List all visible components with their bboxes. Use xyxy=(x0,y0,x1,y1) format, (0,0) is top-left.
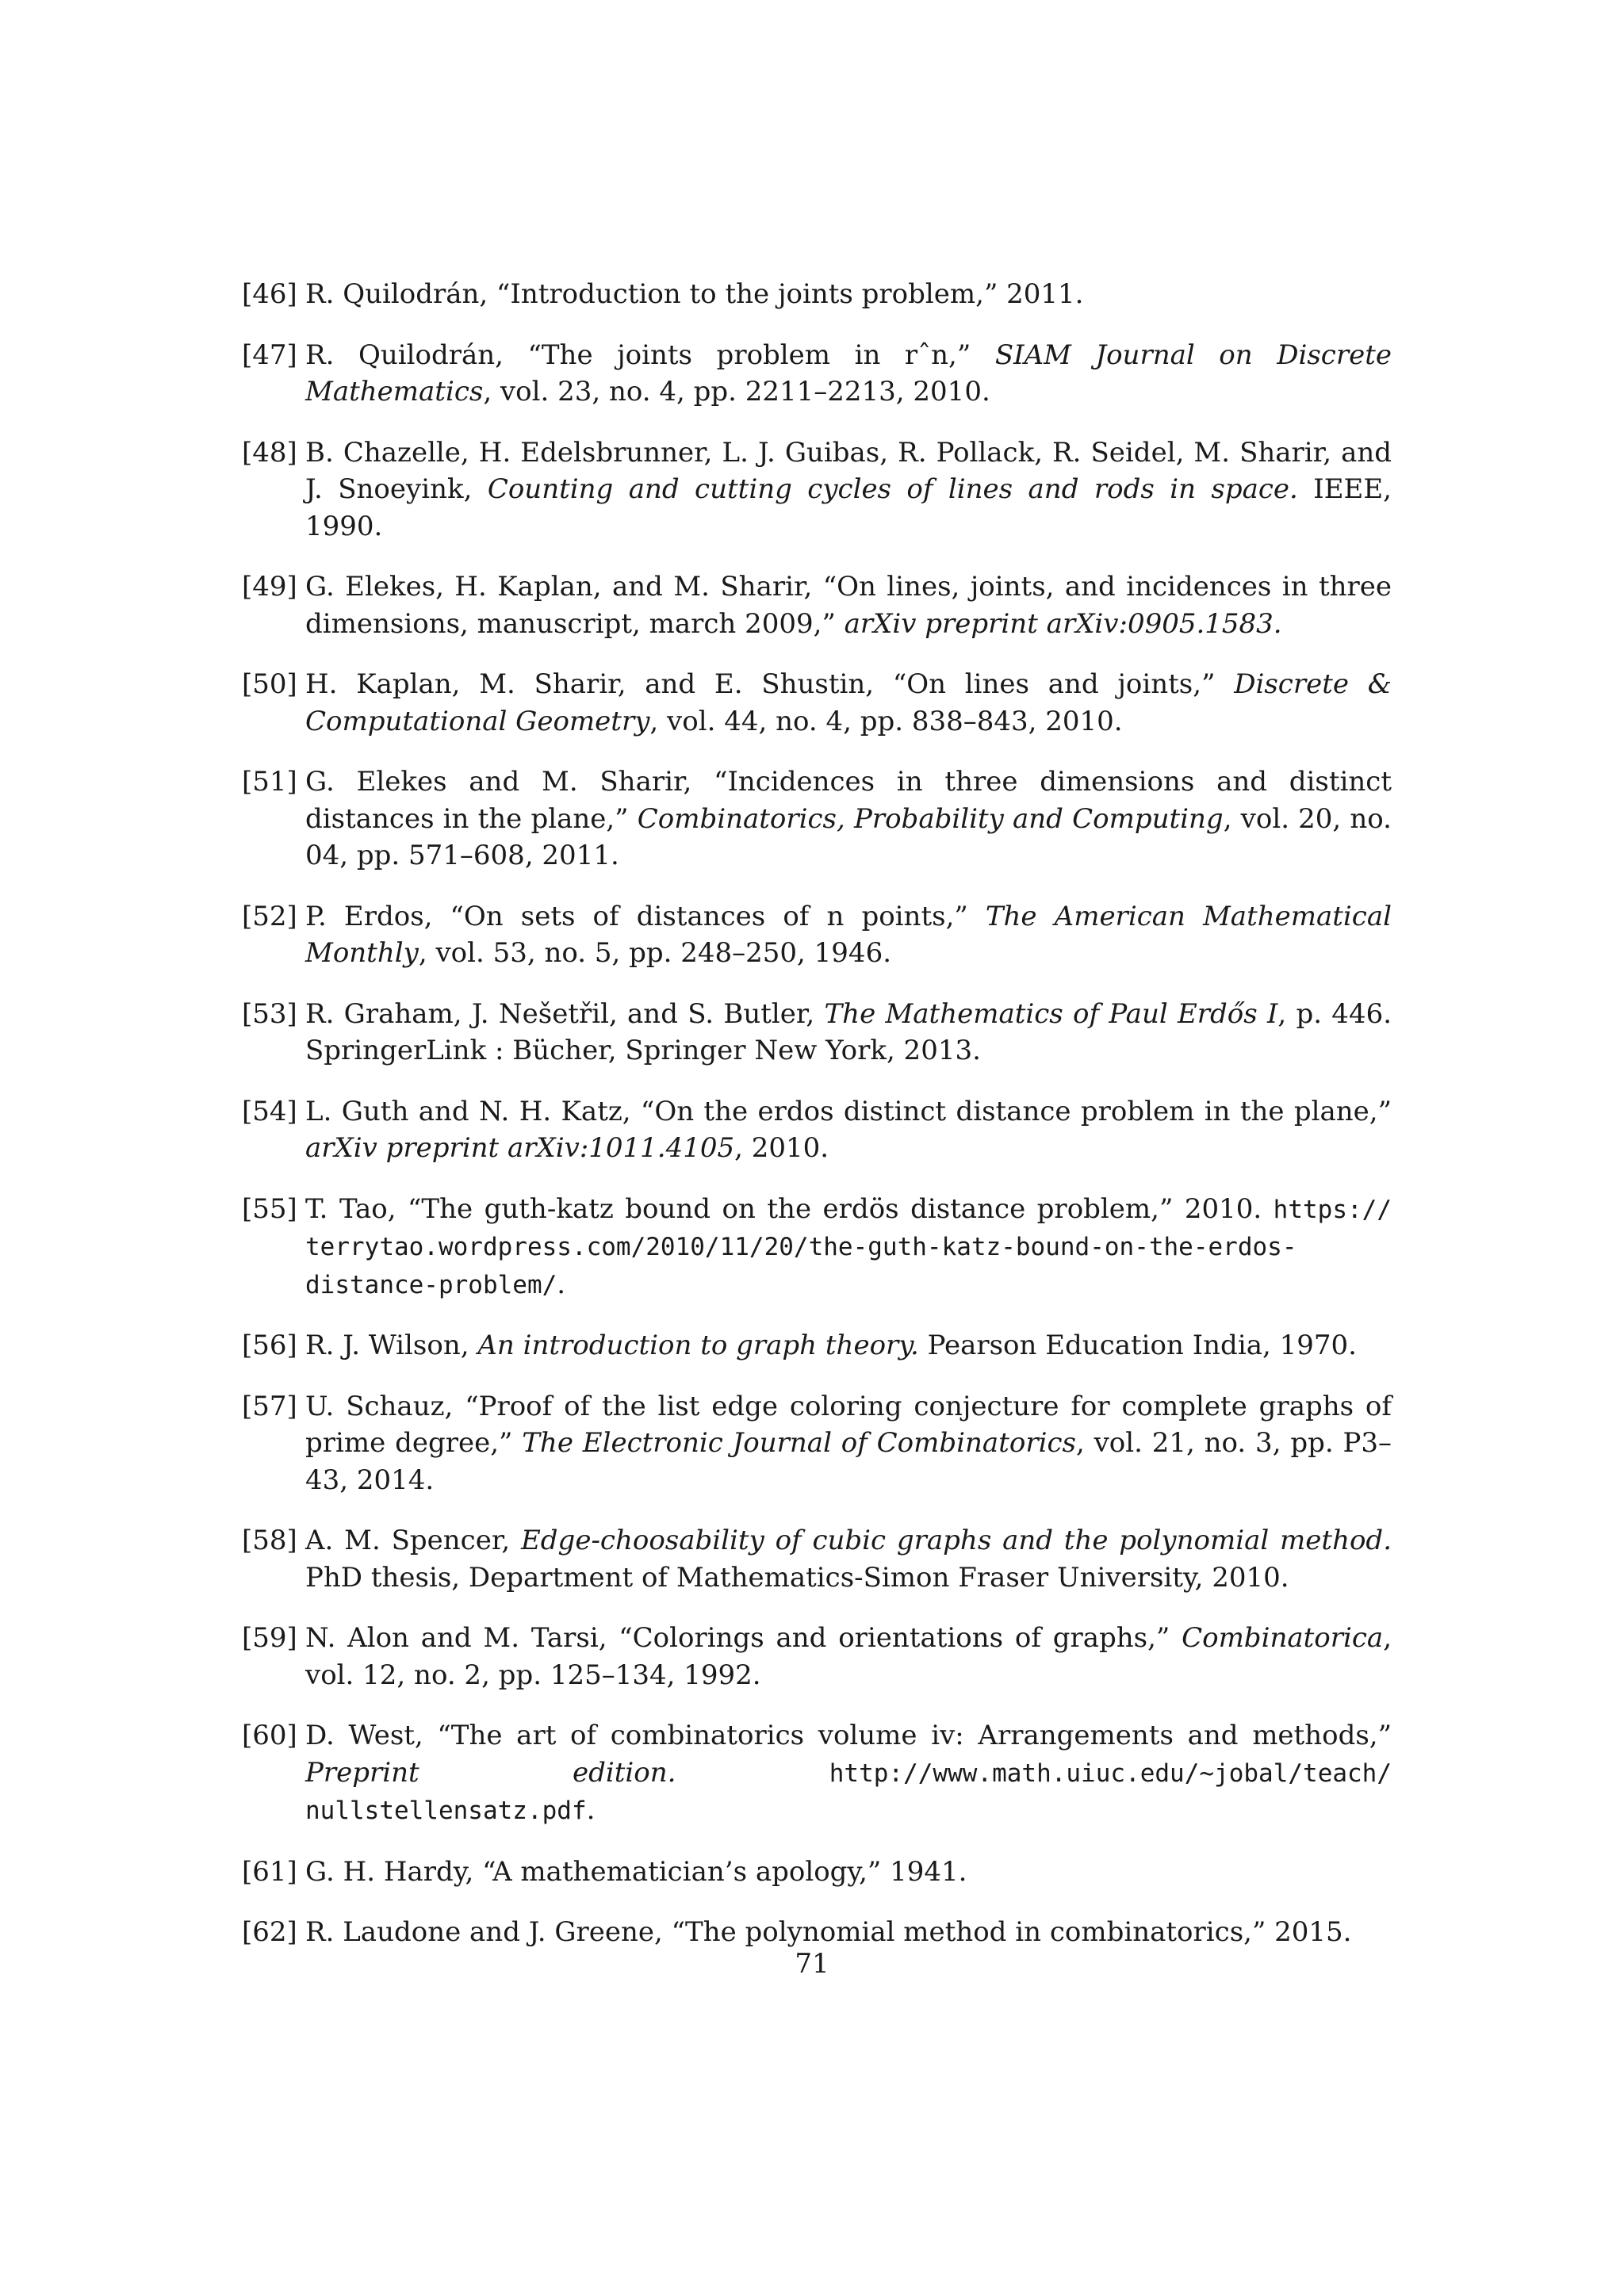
reference-text-segment: N. Alon and M. Tarsi, “Colorings and orientations of graphs,” xyxy=(305,1622,1182,1654)
reference-text xyxy=(305,1093,1392,1167)
reference-number: [47] xyxy=(242,339,297,371)
reference-title-italic: Discrete & Computational Geometry xyxy=(305,668,1392,737)
reference-title-italic: SIAM Journal on Discrete Mathematics xyxy=(305,339,1392,408)
reference-text xyxy=(305,1620,1392,1693)
reference-text-segment: . xyxy=(586,1794,596,1826)
reference-number: [48] xyxy=(242,436,297,469)
reference-number: [50] xyxy=(242,668,297,700)
reference-text-segment: R. Quilodrán, “The joints problem in rˆn,” xyxy=(305,339,995,371)
reference-text-segment: G. Elekes and M. Sharir, “Incidences in three dimensions and distinct distances in the plane,” xyxy=(305,766,1392,835)
reference-number: [61] xyxy=(242,1855,297,1888)
reference-text xyxy=(305,1522,1392,1596)
reference-item xyxy=(242,763,1392,874)
reference-text-segment: R. Graham, J. Nešetřil, and S. Butler, xyxy=(305,997,825,1030)
reference-text-segment: G. Elekes, H. Kaplan, and M. Sharir, “On lines, joints, and incidences in three dimensions, manuscript, march 2009,” xyxy=(305,571,1392,640)
reference-text xyxy=(305,1717,1392,1830)
reference-number: [46] xyxy=(242,278,297,310)
reference-number: [55] xyxy=(242,1192,297,1225)
reference-text-segment: U. Schauz, “Proof of the list edge coloring conjecture for complete graphs of prime degree,” xyxy=(305,1390,1392,1459)
reference-item xyxy=(242,898,1392,972)
reference-text-segment: G. H. Hardy, “A mathematician’s apology,” 1941. xyxy=(305,1855,967,1888)
reference-text-segment: H. Kaplan, M. Sharir, and E. Shustin, “On lines and joints,” xyxy=(305,668,1235,700)
reference-text-segment: R. Laudone and J. Greene, “The polynomial method in combinatorics,” 2015. xyxy=(305,1916,1352,1948)
reference-text xyxy=(305,898,1392,972)
reference-text-segment: , vol. 20, no. 04, pp. 571–608, 2011. xyxy=(305,802,1392,871)
reference-text xyxy=(305,996,1392,1070)
reference-text-segment: , vol. 21, no. 3, pp. P3–43, 2014. xyxy=(305,1427,1392,1496)
reference-text xyxy=(305,1388,1392,1499)
reference-title-italic: The Mathematics of Paul Erdős I xyxy=(824,997,1278,1030)
reference-title-italic: An introduction to graph theory. xyxy=(477,1330,919,1361)
reference-number: [58] xyxy=(242,1525,297,1556)
reference-text-segment: , vol. 23, no. 4, pp. 2211–2213, 2010. xyxy=(483,376,990,408)
reference-text xyxy=(305,337,1392,411)
reference-text-segment: . xyxy=(557,1268,566,1300)
reference-title-italic: Preprint edition. xyxy=(305,1756,676,1789)
reference-text-segment: T. Tao, “The guth-katz bound on the erdös distance problem,” 2010. xyxy=(305,1192,1274,1225)
reference-text xyxy=(305,1191,1392,1304)
reference-text-segment: P. Erdos, “On sets of distances of n points,” xyxy=(305,900,986,932)
reference-item xyxy=(242,1620,1392,1693)
reference-item xyxy=(242,996,1392,1070)
reference-text xyxy=(305,1854,1392,1891)
reference-item xyxy=(242,1522,1392,1596)
reference-title-italic: arXiv preprint arXiv:0905.1583. xyxy=(844,607,1282,640)
reference-item xyxy=(242,434,1392,545)
reference-url-link[interactable]: https://terrytao.wordpress.com/2010/11/20/the-guth-katz-bound-on-the-erdos-distance-problem/ xyxy=(305,1195,1392,1299)
reference-item xyxy=(242,568,1392,642)
reference-text xyxy=(305,568,1392,642)
reference-text xyxy=(305,763,1392,874)
reference-number: [53] xyxy=(242,997,297,1030)
reference-number: [60] xyxy=(242,1720,297,1751)
reference-item xyxy=(242,1717,1392,1830)
reference-text xyxy=(305,1327,1392,1364)
reference-number: [49] xyxy=(242,571,297,603)
reference-text-segment: PhD thesis, Department of Mathematics-Simon Fraser University, 2010. xyxy=(305,1561,1289,1594)
reference-text xyxy=(305,434,1392,545)
reference-title-italic: The American Mathematical Monthly xyxy=(305,900,1392,969)
reference-item xyxy=(242,1854,1392,1891)
reference-text-segment: B. Chazelle, H. Edelsbrunner, L. J. Guibas, R. Pollack, R. Seidel, M. Sharir, and J. Snoeyink, xyxy=(305,436,1392,505)
reference-title-italic: The Electronic Journal of Combinatorics xyxy=(522,1427,1076,1459)
reference-item xyxy=(242,666,1392,740)
page-number: 71 xyxy=(795,1948,829,1980)
reference-text-segment: , vol. 53, no. 5, pp. 248–250, 1946. xyxy=(418,937,892,969)
reference-title-italic: Edge-choosability of cubic graphs and the polynomial method. xyxy=(520,1525,1392,1556)
reference-text-segment: , 2010. xyxy=(734,1132,829,1164)
reference-text-segment: IEEE, 1990. xyxy=(305,473,1392,542)
reference-text-segment: Pearson Education India, 1970. xyxy=(918,1330,1357,1361)
reference-number: [52] xyxy=(242,900,297,932)
reference-number: [54] xyxy=(242,1095,297,1127)
reference-text-segment: L. Guth and N. H. Katz, “On the erdos distinct distance problem in the plane,” xyxy=(305,1095,1392,1127)
reference-text-segment xyxy=(676,1757,829,1789)
reference-number: [51] xyxy=(242,766,297,798)
reference-number: [59] xyxy=(242,1622,297,1654)
reference-number: [62] xyxy=(242,1916,297,1948)
reference-text-segment: , p. 446. SpringerLink : Bücher, Springer New York, 2013. xyxy=(305,997,1392,1066)
reference-number: [56] xyxy=(242,1330,297,1361)
reference-item xyxy=(242,1191,1392,1304)
reference-text-segment: , vol. 44, no. 4, pp. 838–843, 2010. xyxy=(649,705,1123,737)
reference-title-italic: Combinatorics, Probability and Computing xyxy=(637,802,1224,835)
reference-title-italic: Counting and cutting cycles of lines and rods in space. xyxy=(487,473,1298,505)
reference-text xyxy=(305,276,1392,313)
reference-text xyxy=(305,666,1392,740)
reference-item xyxy=(242,1327,1392,1364)
reference-text-segment: D. West, “The art of combinatorics volume iv: Arrangements and methods,” xyxy=(305,1720,1392,1751)
reference-item xyxy=(242,276,1392,313)
reference-text-segment: , vol. 12, no. 2, pp. 125–134, 1992. xyxy=(305,1622,1392,1691)
reference-item xyxy=(242,1388,1392,1499)
reference-number: [57] xyxy=(242,1390,297,1422)
reference-text-segment: R. J. Wilson, xyxy=(305,1330,478,1361)
reference-title-italic: Combinatorica xyxy=(1182,1622,1384,1654)
reference-title-italic: arXiv preprint arXiv:1011.4105 xyxy=(305,1132,735,1164)
reference-list xyxy=(242,276,1392,1975)
reference-item xyxy=(242,337,1392,411)
reference-text-segment: R. Quilodrán, “Introduction to the joints problem,” 2011. xyxy=(305,278,1084,310)
reference-url-link[interactable]: http://www.math.uiuc.edu/~jobal/teach/nullstellensatz.pdf xyxy=(305,1758,1392,1825)
reference-item xyxy=(242,1093,1392,1167)
reference-text-segment: A. M. Spencer, xyxy=(305,1525,521,1556)
